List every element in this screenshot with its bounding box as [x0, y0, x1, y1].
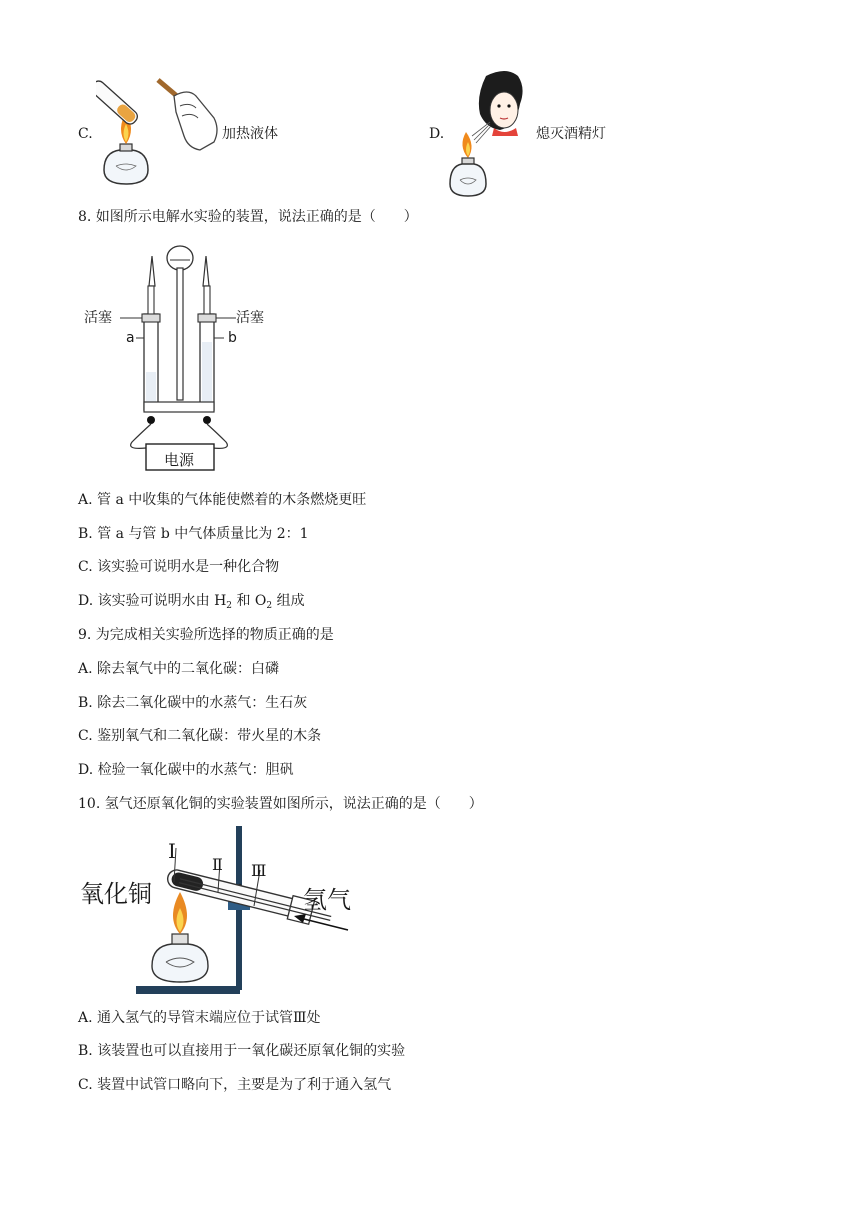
q10-stem: 10. 氢气还原氧化铜的实验装置如图所示，说法正确的是（ ） — [78, 796, 483, 812]
label-roman-2: Ⅱ — [212, 855, 223, 874]
q8-option-a: A. 管 a 中收集的气体能使燃着的木条燃烧更旺 — [78, 492, 367, 508]
q9-option-d: D. 检验一氧化碳中的水蒸气：胆矾 — [78, 762, 294, 778]
stopcock-right-label: 活塞 — [236, 310, 264, 326]
q9-option-b: B. 除去二氧化碳中的水蒸气：生石灰 — [78, 695, 308, 711]
electrolysis-apparatus-figure — [80, 238, 280, 474]
q8-stem: 8. 如图所示电解水实验的装置，说法正确的是（ ） — [78, 209, 418, 225]
power-source-label: 电源 — [164, 451, 195, 469]
stopcock-left-label: 活塞 — [84, 310, 112, 326]
label-roman-3: Ⅲ — [251, 861, 267, 880]
q10-option-a: A. 通入氢气的导管末端应位于试管Ⅲ处 — [78, 1010, 321, 1026]
label-roman-1: Ⅰ — [168, 839, 176, 863]
option-c-letter: C. — [78, 126, 93, 142]
blowing-out-lamp-figure — [446, 66, 532, 198]
option-c-caption: 加热液体 — [222, 126, 278, 142]
option-d-letter: D. — [429, 126, 445, 142]
q10-option-c: C. 装置中试管口略向下，主要是为了利于通入氢气 — [78, 1077, 392, 1093]
tube-a-label: a — [126, 330, 135, 346]
heating-liquid-figure — [96, 66, 224, 190]
q8-option-b: B. 管 a 与管 b 中气体质量比为 2：1 — [78, 526, 309, 542]
q9-option-c: C. 鉴别氧气和二氧化碳：带火星的木条 — [78, 728, 322, 744]
q8-option-c: C. 该实验可说明水是一种化合物 — [78, 559, 280, 575]
tube-b-label: b — [228, 330, 237, 346]
hydrogen-label: 氢气 — [303, 886, 351, 914]
q10-option-b: B. 该装置也可以直接用于一氧化碳还原氧化铜的实验 — [78, 1043, 406, 1059]
q9-stem: 9. 为完成相关实验所选择的物质正确的是 — [78, 627, 334, 643]
q8-option-d: D. 该实验可说明水由 $H_2$ 和 $O_2$ 组成 — [78, 593, 305, 611]
copper-oxide-label: 氧化铜 — [80, 880, 152, 908]
q9-option-a: A. 除去氧气中的二氧化碳：白磷 — [78, 661, 280, 677]
option-d-caption: 熄灭酒精灯 — [536, 126, 606, 142]
